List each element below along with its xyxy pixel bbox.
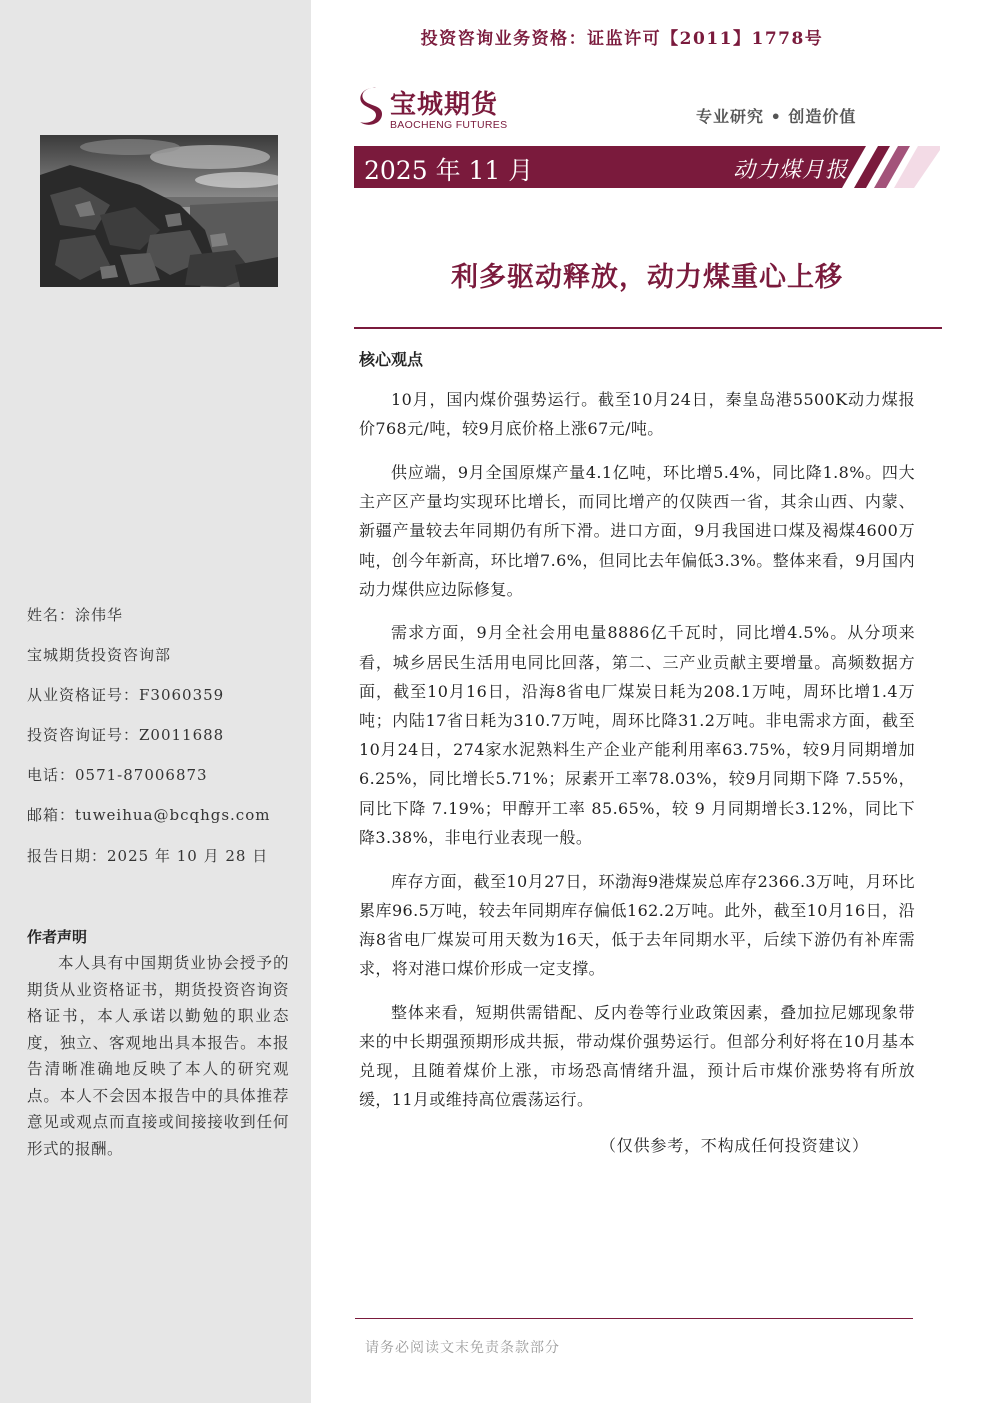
report-date: 报告日期：2025 年 10 月 28 日: [27, 847, 269, 865]
license-line: 投资咨询业务资格：证监许可【2011】1778号: [420, 29, 824, 49]
coal-image: [40, 135, 278, 287]
headline-rule: [354, 327, 942, 329]
report-body: [359, 385, 915, 1129]
report-type: 动力煤月报: [733, 158, 849, 183]
coal-photo: [40, 135, 278, 287]
author-email[interactable]: 邮箱：tuweihua@bcqhgs.com: [27, 806, 271, 824]
brand-name-en: BAOCHENG FUTURES: [390, 119, 508, 131]
section-title: 核心观点: [359, 350, 424, 369]
brand-mark-icon: [356, 84, 388, 132]
slogan: 专业研究 • 创造价值: [696, 107, 857, 126]
footer-rule: [355, 1318, 913, 1319]
paragraph-demand: 需求方面，9月全社会用电量8886亿千瓦时，同比增4.5%。从分项来看，城乡居民生活用电同比回落，第二、三产业贡献主要增量。高频数据方面，截至10月16日，沿海8省电厂煤炭日耗为208.1万吨，周环比增1.4万吨；内陆17省日耗为310.7万吨，周环比降31.2万吨。非电需求方面，截至10月24日，274家水泥熟料生产企业产能利用率63.75%，较9月同期增加6.25%，同比增长5.71%；尿素开工率78.03%，较9月同期下降 7.55%，同比下降 7.19%；甲醇开工率 85.65%，较 9 月同期增长3.12%，同比下降3.38%，非电行业表现一般。: [359, 623, 915, 847]
declaration-title: 作者声明: [27, 928, 88, 946]
headline: 利多驱动释放，动力煤重心上移: [451, 262, 843, 293]
author-department: 宝城期货投资咨询部: [27, 646, 172, 664]
declaration-text: 本人具有中国期货业协会授予的期货从业资格证书，期货投资咨询资格证书，本人承诺以勤勉的职业态度，独立、客观地出具本报告。本报告清晰准确地反映了本人的研究观点。本人不会因本报告中的具体推荐意见或观点而直接或间接接收到任何形式的报酬。: [27, 954, 289, 1158]
paragraph-inventory: 库存方面，截至10月27日，环渤海9港煤炭总库存2366.3万吨，月环比累库96.5万吨，较去年同期库存偏低162.2万吨。此外，截至10月16日，沿海8省电厂煤炭可用天数为16天，低于去年同期水平，后续下游仍有补库需求，将对港口煤价形成一定支撑。: [359, 871, 915, 979]
brand-logo: [356, 84, 526, 134]
sidebar: [0, 0, 311, 1403]
author-consult-cert: 投资咨询证号：Z0011688: [27, 726, 225, 744]
brand-name: 宝城期货: [390, 90, 499, 120]
author-phone: 电话：0571-87006873: [27, 766, 208, 784]
author-qualification: 从业资格证号：F3060359: [27, 686, 225, 704]
author-name: 姓名：涂伟华: [27, 606, 124, 624]
paragraph-outlook: 整体来看，短期供需错配、反内卷等行业政策因素，叠加拉尼娜现象带来的中长期强预期形成共振，带动煤价强势运行。但部分利好将在10月基本兑现，且随着煤价上涨，市场恐高情绪升温，预计后市煤价涨势将有所放缓，11月或维持高位震荡运行。: [359, 1002, 915, 1110]
paragraph-supply: 供应端，9月全国原煤产量4.1亿吨，环比增5.4%，同比降1.8%。四大主产区产量均实现环比增长，而同比增产的仅陕西一省，其余山西、内蒙、新疆产量较去年同期仍有所下滑。进口方面，9月我国进口煤及褐煤4600万吨，创今年新高，环比增7.6%，但同比去年偏低3.3%。整体来看，9月国内动力煤供应边际修复。: [359, 462, 915, 599]
footer-note: 请务必阅读文末免责条款部分: [365, 1340, 560, 1356]
report-month: 2025 年 11 月: [364, 156, 534, 185]
disclaimer-note: （仅供参考，不构成任何投资建议）: [600, 1136, 869, 1155]
paragraph-price: 10月，国内煤价强势运行。截至10月24日，秦皇岛港5500K动力煤报价768元/吨，较9月底价格上涨67元/吨。: [359, 390, 915, 439]
